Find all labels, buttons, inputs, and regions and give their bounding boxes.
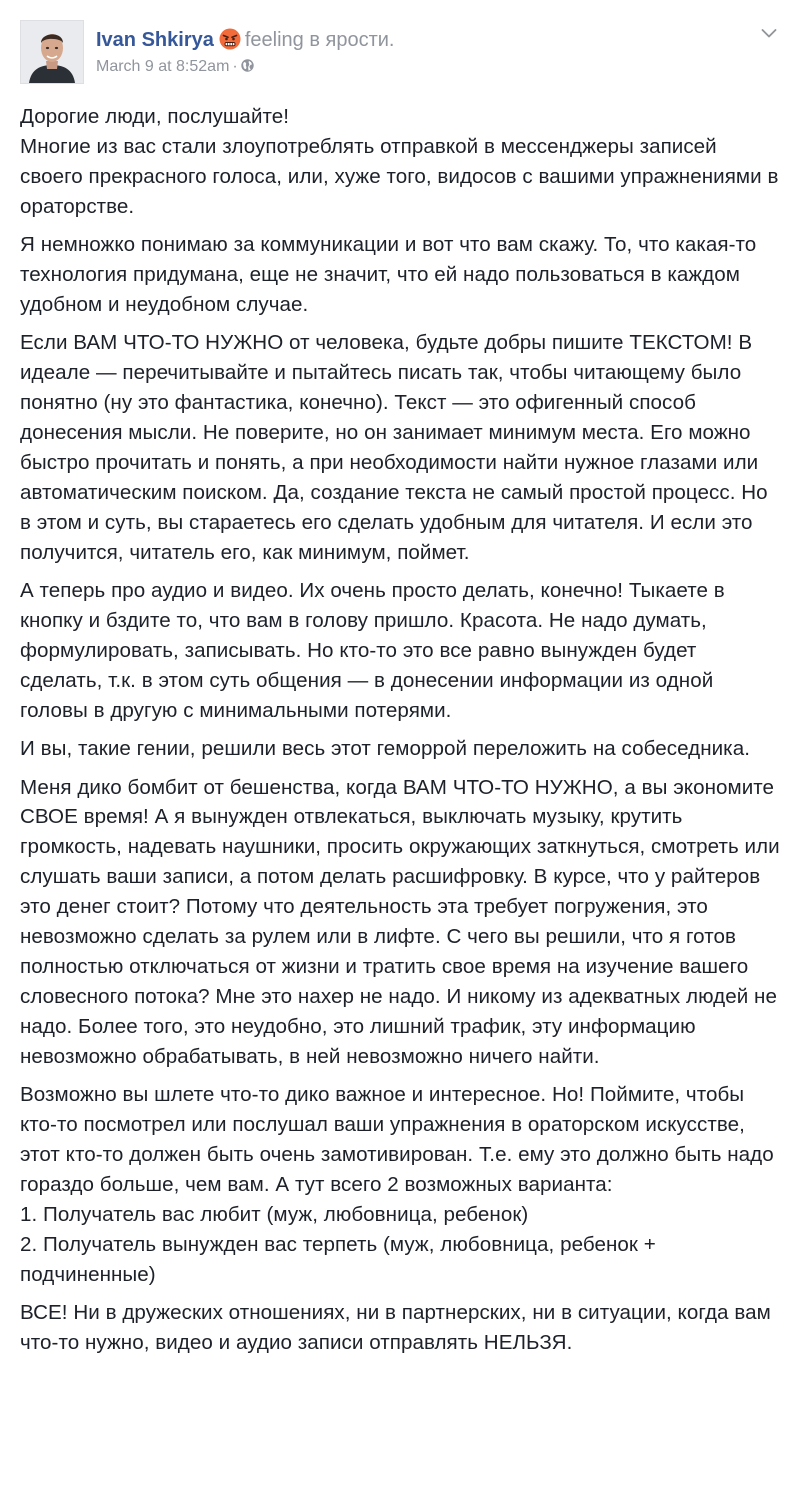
post-paragraph: ВСЕ! Ни в дружеских отношениях, ни в партнерских, ни в ситуации, когда вам что-то нужно, видео и аудио записи отправлять НЕЛЬЗЯ. (20, 1300, 771, 1354)
public-globe-icon[interactable] (241, 59, 254, 72)
post-paragraph: Дорогие люди, послушайте! Многие из вас стали злоупотреблять отправкой в мессенджеры записей своего прекрасного голоса, или, хуже того, видосов с вашими упражнениями в ораторстве. (20, 105, 779, 218)
post-timestamp[interactable]: March 9 at 8:52am (96, 58, 230, 75)
author-avatar[interactable] (20, 20, 84, 84)
post-header (20, 20, 780, 90)
angry-face-icon (219, 28, 241, 50)
author-name[interactable]: Ivan Shkirya (96, 29, 214, 51)
post-paragraph: И вы, такие гении, решили весь этот геморрой переложить на собеседника. (20, 737, 750, 761)
post-paragraph: Меня дико бомбит от бешенства, когда ВАМ ЧТО-ТО НУЖНО, а вы экономите СВОЕ время! А я вынужден отвлекаться, выключать музыку, крутить громкость, надевать наушники, просить окружающих заткнуться, смотреть или слушать ваши записи, а потом делать расшифровку. В курсе, что у райтеров это денег стоит? Потому что деятельность эта требует погружения, это невозможно сделать за рулем или в лифте. С чего вы решили, что я готов полностью отключаться от жизни и тратить свое время на изучение вашего словесного потока? Мне это нахер не надо. И никому из адекватных людей не надо. Более того, это неудобно, это лишний трафик, эту информацию невозможно обрабатывать, в ней невозможно ничего найти. (20, 775, 780, 1068)
post-meta (96, 56, 254, 78)
post-body (20, 102, 782, 1366)
post-paragraph: А теперь про аудио и видео. Их очень просто делать, конечно! Тыкаете в кнопку и бздите то, что вам в голову пришло. Красота. Не надо думать, формулировать, записывать. Но кто-то это все равно вынужден будет сделать, т.к. в этом суть общения — в донесении информации из одной головы в другую с минимальными потерями. (20, 579, 725, 722)
post-paragraph: Если ВАМ ЧТО-ТО НУЖНО от человека, будьте добры пишите ТЕКСТОМ! В идеале — перечитывайте и пытайтесь писать так, чтобы читающему было понятно (ну это фантастика, конечно). Текст — это офигенный способ донесения мысли. Не поверите, но он занимает минимум места. Его можно быстро прочитать и понять, а при необходимости найти нужное глазами или автоматическим поиском. Да, создание текста не самый простой процесс. Но в этом и суть, вы стараетесь его сделать удобным для читателя. И если это получится, читатель его, как минимум, поймет. (20, 331, 768, 564)
meta-separator: · (232, 58, 238, 75)
chevron-down-icon[interactable] (760, 24, 778, 42)
post-paragraph: Я немножко понимаю за коммуникации и вот что вам скажу. То, что какая-то технология придумана, еще не значит, что ей надо пользоваться в каждом удобном и неудобном случае. (20, 233, 757, 316)
author-line (96, 26, 394, 54)
post-paragraph: Возможно вы шлете что-то дико важное и интересное. Но! Поймите, чтобы кто-то посмотрел или послушал ваши упражнения в ораторском искусстве, этот кто-то должен быть очень замотивирован. Т.е. ему это должно быть надо гораздо больше, чем вам. А тут всего 2 возможных варианта: 1. Получатель вас любит (муж, любовница, ребенок) 2. Получатель вынужден вас терпеть (муж, любовница, ребенок + подчиненные) (20, 1083, 774, 1286)
feeling-text: feeling в ярости. (244, 29, 395, 51)
avatar-photo (21, 21, 83, 83)
